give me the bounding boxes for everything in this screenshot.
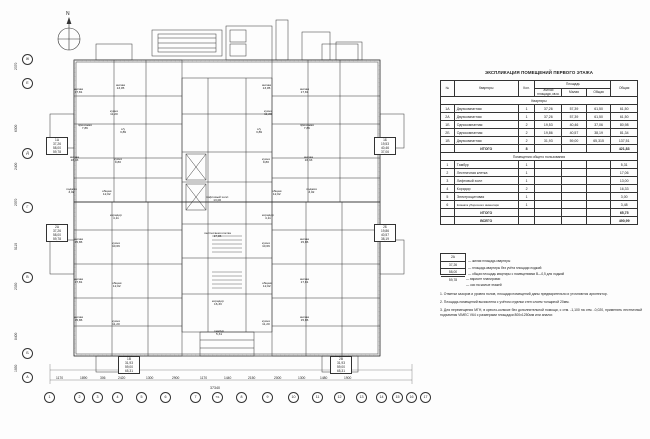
room-area: 15,86 — [300, 240, 309, 245]
dimension-value: 1890 — [80, 376, 88, 380]
axis-bubble: 7/1 — [212, 392, 223, 403]
explication-table — [440, 80, 638, 225]
dimension-value: 2070 — [14, 198, 18, 206]
table-row: 1 Тамбур 1 5,31 — [441, 161, 638, 169]
col-header-number: № — [441, 81, 455, 97]
room-name: коридор — [262, 213, 274, 217]
room-name: жилая — [74, 277, 83, 281]
room-name: коридор — [212, 299, 224, 303]
table-row: 4 Коридор 2 16,33 — [441, 185, 638, 193]
room-name: жилая — [262, 83, 271, 87]
axis-bubble: 8 — [236, 392, 247, 403]
overall-dimension: 37340 — [210, 386, 220, 390]
room-area: 3,02 — [68, 190, 75, 195]
room-name: кухня — [262, 157, 270, 161]
col-header-living: Жилой площади, кв.м. — [535, 89, 562, 97]
room-area: 16,33 — [304, 158, 313, 163]
dimension-value: 1480 — [320, 376, 328, 380]
room-area: 11,20 — [110, 112, 118, 117]
col-header-name: Квартиры — [454, 81, 518, 97]
legend-net-value: 58,00 — [441, 269, 465, 277]
axis-bubble: Е — [22, 78, 33, 89]
axis-bubble: 13 — [356, 392, 367, 403]
room-area: 11,20 — [264, 112, 272, 117]
room-area: 17,81 — [74, 280, 83, 285]
room-name: кухня — [262, 241, 270, 245]
room-name: жилая — [300, 87, 309, 91]
table-row: 6 Комната уборочного инвентаря 1 3,48 — [441, 201, 638, 209]
room-name: кухня — [112, 241, 120, 245]
axis-bubble: А — [22, 372, 33, 383]
table-row: 1В Двухкомнатная 2 31,93 59,00 65,315 137,51 — [441, 137, 638, 145]
apartment-code: 1А — [55, 138, 59, 142]
apartment-living-area: 19,53 — [381, 142, 389, 146]
room-area: 3,89 — [120, 130, 127, 135]
room-name: жилая — [116, 83, 125, 87]
dimension-value: 6300 — [14, 124, 18, 132]
table-row-grand-total: ВСЕГО 490,99 — [441, 217, 638, 225]
apartment-badge — [46, 137, 68, 155]
architectural-floor-plan — [40, 18, 430, 390]
apartment-total-area: 59,78 — [53, 150, 61, 154]
dimension-value: 1440 — [224, 376, 232, 380]
axis-bubble: 6 — [160, 392, 171, 403]
room-name: кухня — [264, 109, 272, 113]
apartment-code: 2Б — [383, 225, 387, 229]
room-area: 17,81 — [300, 90, 309, 95]
apartment-living-area: 31,93 — [125, 361, 133, 365]
dimension-value: 8400 — [14, 332, 18, 340]
room-area: 12,02 — [112, 284, 121, 289]
axis-bubble: 7 — [190, 392, 201, 403]
axis-bubble: 10 — [288, 392, 299, 403]
legend-code: 2А — [441, 254, 465, 262]
dimension-value: 2900 — [172, 376, 180, 380]
axis-bubble: 9 — [262, 392, 273, 403]
col-header-area-group: Площадь — [535, 81, 611, 89]
dimension-value: 2150 — [248, 376, 256, 380]
apartment-badge — [374, 224, 396, 242]
room-area: 16,33 — [214, 302, 222, 307]
room-name: лестничная клетка — [204, 231, 231, 235]
col-header-small: Малая — [562, 89, 587, 97]
apartment-code: 2В — [339, 357, 343, 361]
apartment-net-area: 58,00 — [53, 146, 61, 150]
legend-living-value: 37,26 — [441, 262, 465, 270]
room-area: 13,05 — [262, 86, 271, 91]
col-header-total: Общая — [611, 81, 638, 97]
apartment-badge — [330, 356, 352, 374]
axis-bubble: Г — [22, 202, 33, 213]
axis-bubble: Б — [22, 348, 33, 359]
legend-note: — общая площадь квартиры с помещениями В—0,5 для лоджий — [468, 272, 565, 277]
axis-bubble: В — [22, 272, 33, 283]
room-area: 11,20 — [262, 322, 270, 327]
table-row: 5 Электрощитовая 1 3,00 — [441, 193, 638, 201]
room-area: 12,02 — [102, 192, 111, 197]
room-name: общая — [112, 281, 122, 285]
axis-bubble: Ж — [22, 54, 33, 65]
legend-arrow-note: — оси на жилые этажей — [466, 283, 502, 287]
dimension-value: 1930 — [14, 364, 18, 372]
room-area: 10,66 — [262, 244, 270, 249]
room-area: 16,33 — [70, 158, 79, 163]
table-row-total: ИТОГО 65,75 — [441, 209, 638, 217]
room-name: жилая — [300, 277, 309, 281]
axis-bubble: 11 — [312, 392, 323, 403]
apartment-code: 1В — [127, 357, 131, 361]
room-name: жилая — [300, 315, 309, 319]
room-area: 15,86 — [74, 240, 83, 245]
room-name: кухня — [110, 109, 118, 113]
apartment-net-area: 59,00 — [337, 365, 345, 369]
apartment-living-area: 37,26 — [53, 229, 61, 233]
apartment-total-area: 59,78 — [53, 237, 61, 241]
room-name: тамбур — [214, 329, 225, 333]
room-area: 17,06 — [213, 234, 222, 239]
room-area: 13,05 — [116, 86, 125, 91]
north-label: N — [66, 11, 70, 17]
note-item: 2. Площадь помещений вычислена с учётом отделки стен слоем толщиной 20мм. — [440, 300, 570, 305]
room-area: 12,02 — [272, 192, 281, 197]
col-header-count: Кол. — [518, 81, 535, 97]
axis-bubble: Д — [22, 148, 33, 159]
apartment-total-area: 65,31 — [337, 369, 345, 373]
room-name: с/у — [121, 127, 125, 131]
axis-bubble: 2 — [74, 392, 85, 403]
room-area: 10,66 — [112, 244, 120, 249]
apartment-living-area: 37,26 — [53, 142, 61, 146]
apartment-badge — [118, 356, 140, 374]
dimension-value: 1170 — [200, 376, 208, 380]
legend-sample-badge — [440, 253, 466, 282]
room-name: жилая — [300, 237, 309, 241]
apartment-net-area: 58,00 — [53, 233, 61, 237]
dimension-value: 2370 — [14, 62, 18, 70]
room-name: жилая — [70, 155, 79, 159]
axis-bubble: 14 — [376, 392, 387, 403]
dimension-value: 2420 — [118, 376, 126, 380]
room-name: жилая — [304, 155, 313, 159]
axis-bubble: 17 — [420, 392, 431, 403]
room-area: 7,86 — [303, 126, 310, 131]
axis-bubble: 15 — [392, 392, 403, 403]
room-area: 7,86 — [81, 126, 88, 131]
apartment-net-area: 40,46 — [381, 146, 389, 150]
apartment-badge — [374, 137, 396, 155]
room-area: 4,11 — [113, 216, 119, 221]
apartment-total-area: 37,06 — [381, 150, 389, 154]
room-name: общая — [272, 189, 282, 193]
table-row: 1Б Однокомнатная 2 19,53 40,46 37,06 80,98 — [441, 121, 638, 129]
legend-total-value: 59,78 — [448, 277, 458, 282]
room-area: 3,02 — [308, 190, 315, 195]
room-area: 9,80 — [114, 160, 121, 165]
room-name: кухня — [114, 157, 122, 161]
apartment-badge — [46, 224, 68, 242]
dimension-value: 2400 — [14, 162, 18, 170]
apartment-code: 2А — [55, 225, 59, 229]
room-area: 11,20 — [112, 322, 120, 327]
table-section-header: Помещения общего пользования — [441, 153, 638, 161]
room-name: общая — [262, 281, 272, 285]
legend-note: — жилая площадь квартиры — [468, 259, 511, 263]
table-section-header: Квартиры — [441, 97, 638, 105]
axis-bubble: 12 — [334, 392, 345, 403]
dimension-value: 1300 — [298, 376, 306, 380]
apartment-living-area: 19,86 — [381, 229, 389, 233]
note-item: 3. Для перемещения МГН, в кресло-коляске без дополнительной помощи, с отм. -1,100 на отм. -0,020, применять лестничный подъемник VIMEC V64 с размерами площадки 800х1250мм или аналог. — [440, 308, 642, 318]
dimension-value: 1900 — [344, 376, 352, 380]
table-title: ЭКСПЛИКАЦИЯ ПОМЕЩЕНИЙ ПЕРВОГО ЭТАЖА — [484, 70, 594, 75]
general-notes — [440, 292, 642, 321]
room-name: прихожая — [300, 123, 314, 127]
room-name: лифтовый холл — [206, 195, 229, 199]
room-name: кухня — [262, 319, 270, 323]
room-name: с/у — [257, 127, 261, 131]
axis-bubble: 4 — [112, 392, 123, 403]
room-name: жилая — [74, 87, 83, 91]
room-name: кухня — [112, 319, 120, 323]
room-area: 15,86 — [300, 318, 309, 323]
table-row-total: ИТОГО 8 421,83 — [441, 145, 638, 153]
apartment-net-area: 59,00 — [125, 365, 133, 369]
room-name: лоджия — [306, 187, 317, 191]
apartment-code: 1Б — [383, 138, 387, 142]
note-item: 1. Отметки зазоров и уровня полов, площади помещений даны предварительно и уточняются архитектор. — [440, 292, 608, 296]
legend-note: — площадь квартиры без учёта площади лоджий — [468, 265, 542, 270]
dimension-value: 1170 — [56, 376, 64, 380]
room-name: лоджия — [66, 187, 77, 191]
table-row: 1А Двухкомнатная 1 37,26 57,39 61,50 61,50 — [441, 105, 638, 113]
room-area: 5,31 — [216, 332, 223, 337]
table-row: 2А Двухкомнатная 1 37,26 57,39 61,50 61,50 — [441, 113, 638, 121]
room-area: 9,80 — [262, 160, 269, 165]
room-area: 17,81 — [300, 280, 309, 285]
room-name: общая — [102, 189, 112, 193]
room-area: 3,89 — [256, 130, 263, 135]
room-area: 4,11 — [265, 216, 271, 221]
room-area: 17,81 — [74, 90, 83, 95]
room-area: 12,02 — [262, 284, 271, 289]
axis-bubble: 5 — [136, 392, 147, 403]
room-area: 15,86 — [74, 318, 83, 323]
room-name: жилая — [74, 315, 83, 319]
apartment-total-area: 38,19 — [381, 237, 389, 241]
apartment-net-area: 40,57 — [381, 233, 389, 237]
dimension-value: 1300 — [146, 376, 154, 380]
apartment-total-area: 65,31 — [125, 369, 133, 373]
legend-arrow-notes — [440, 276, 640, 288]
col-header-common: Общая — [586, 89, 611, 97]
room-name: прихожая — [78, 123, 92, 127]
axis-bubble: 3 — [92, 392, 103, 403]
dimension-value: 2000 — [274, 376, 282, 380]
table-row: 2Б Однокомнатная 2 19,86 40,57 38,19 81,34 — [441, 129, 638, 137]
room-name: жилая — [74, 237, 83, 241]
dimension-value: 306 — [100, 376, 106, 380]
apartment-living-area: 31,93 — [337, 361, 345, 365]
room-name: коридор — [110, 213, 122, 217]
axis-bubble: 16 — [406, 392, 417, 403]
legend-descriptions — [468, 252, 640, 278]
table-row: 2 Лестничная клетка 1 17,06 — [441, 169, 638, 177]
dimension-value: 2330 — [14, 282, 18, 290]
axis-bubble: 1 — [44, 392, 55, 403]
table-row: 3 Лифтовый холл 1 13,00 — [441, 177, 638, 185]
room-area: 13,00 — [213, 198, 222, 203]
dimension-value: 5110 — [14, 242, 18, 250]
legend-arrow-note: — вариант планировки — [466, 277, 501, 281]
